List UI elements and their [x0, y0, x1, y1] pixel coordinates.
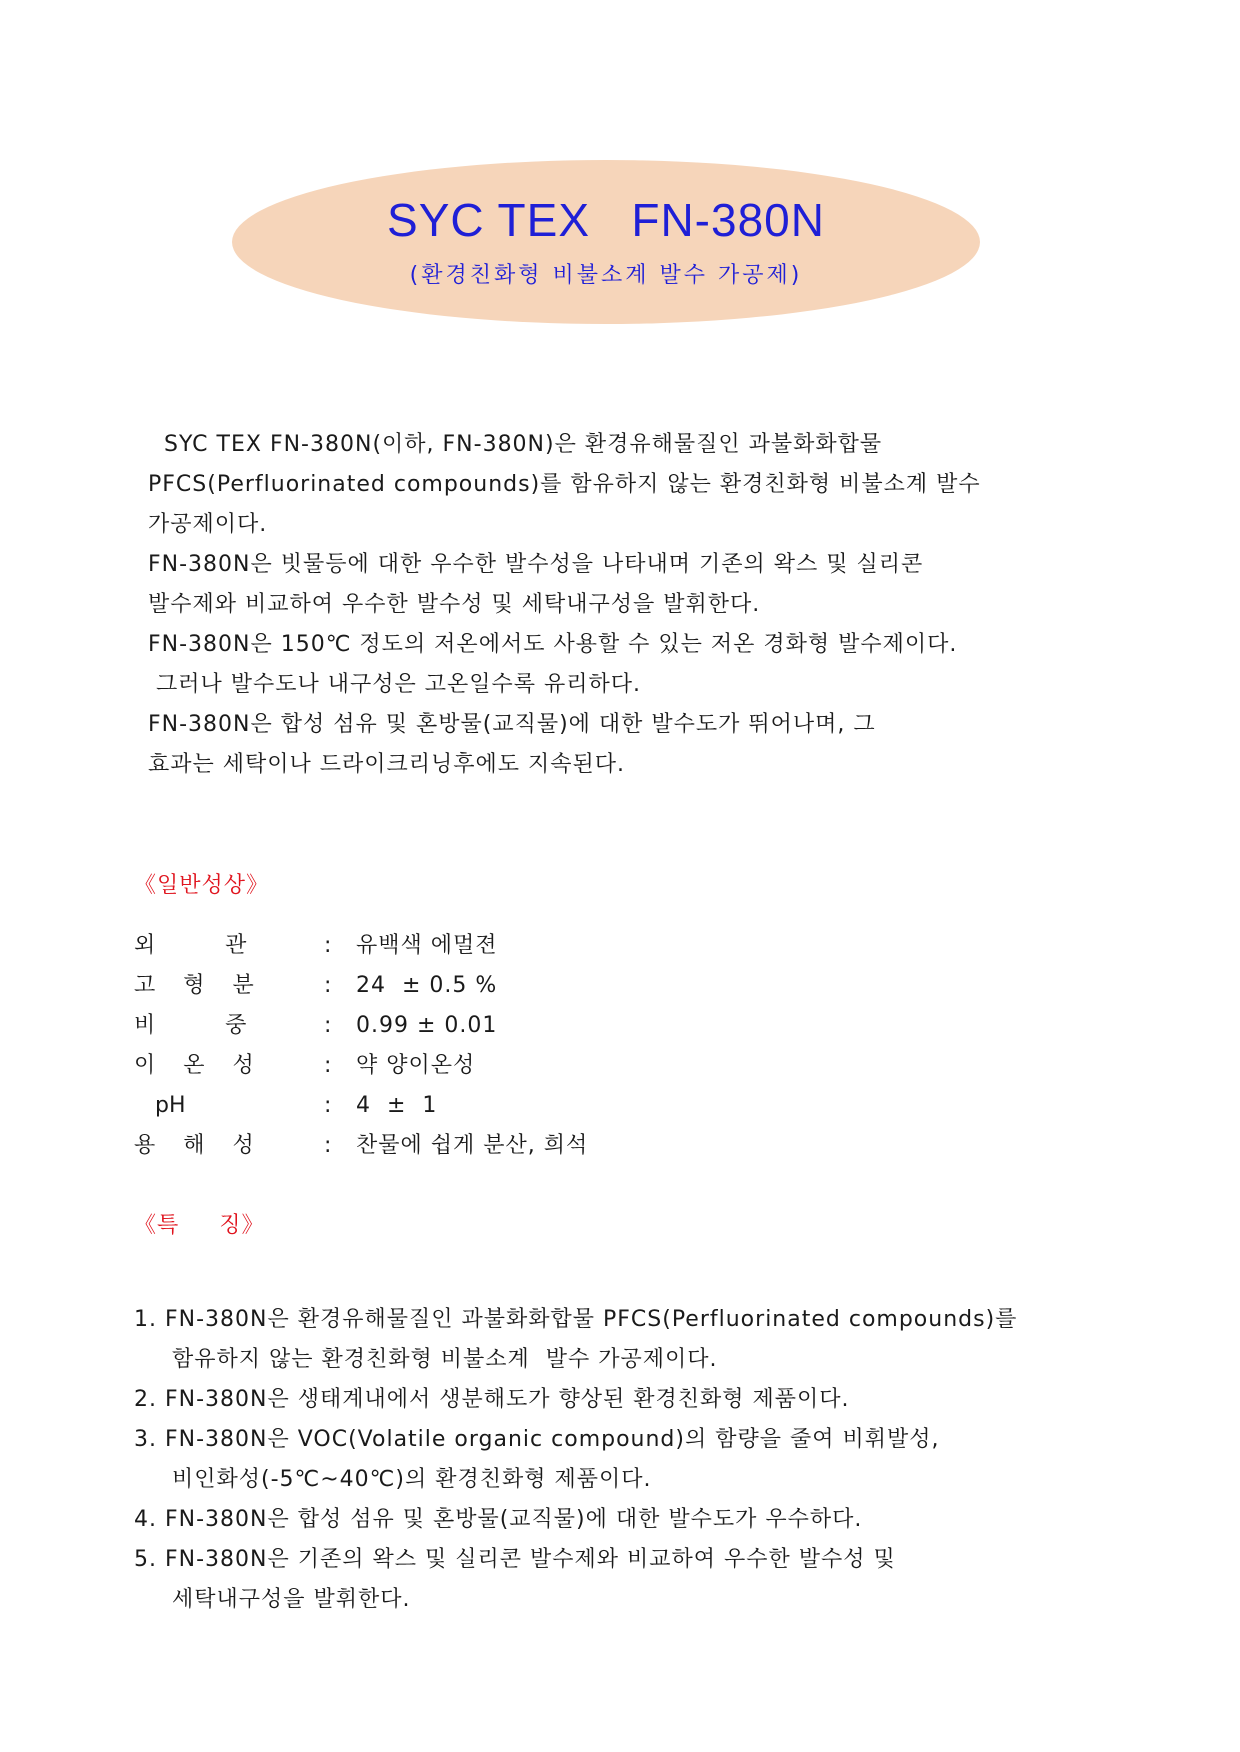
property-label: 이 온 성 — [134, 1053, 254, 1078]
intro-line: 효과는 세탁이나 드라이크리닝후에도 지속된다. — [148, 752, 626, 777]
intro-line: FN-380N은 150℃ 정도의 저온에서도 사용할 수 있는 저온 경화형 발수제이다. — [148, 632, 958, 657]
intro-line: 가공제이다. — [148, 512, 268, 537]
intro-line: FN-380N은 합성 섬유 및 혼방물(교직물)에 대한 발수도가 뛰어나며, 그 — [148, 712, 876, 737]
feature-line: 1. FN-380N은 환경유해물질인 과불화화합물 PFCS(Perfluorinated compounds)를 — [134, 1307, 1018, 1332]
intro-line: 그러나 발수도나 내구성은 고온일수록 유리하다. — [148, 672, 642, 697]
intro-line: PFCS(Perfluorinated compounds)를 함유하지 않는 환경친화형 비불소계 발수 — [148, 472, 981, 497]
property-label: 비 중 — [134, 1013, 247, 1038]
property-value: 24 ± 0.5 % — [356, 973, 498, 998]
features-heading: 《특 징》 — [134, 1213, 265, 1238]
property-label: pH — [134, 1093, 186, 1118]
feature-item — [134, 1420, 1134, 1500]
property-colon: : — [324, 973, 332, 998]
property-colon: : — [324, 1093, 332, 1118]
property-label: 외 관 — [134, 933, 247, 958]
feature-line: 세탁내구성을 발휘한다. — [172, 1587, 411, 1612]
property-colon: : — [324, 1013, 332, 1038]
feature-line: 4. FN-380N은 합성 섬유 및 혼방물(교직물)에 대한 발수도가 우수하다. — [134, 1507, 863, 1532]
intro-paragraph — [148, 425, 1128, 785]
feature-line: 5. FN-380N은 기존의 왁스 및 실리콘 발수제와 비교하여 우수한 발수성 및 — [134, 1547, 896, 1572]
feature-item — [134, 1540, 1134, 1620]
property-colon: : — [324, 1133, 332, 1158]
features-list — [134, 1300, 1134, 1620]
intro-line: FN-380N은 빗물등에 대한 우수한 발수성을 나타내며 기존의 왁스 및 실리콘 — [148, 552, 924, 577]
product-title: SYC TEX FN-380N — [387, 194, 825, 246]
feature-item — [134, 1380, 1134, 1420]
feature-line: 3. FN-380N은 VOC(Volatile organic compound)의 함량을 줄여 비휘발성, — [134, 1427, 940, 1452]
feature-line: 함유하지 않는 환경친화형 비불소계 발수 가공제이다. — [172, 1347, 718, 1372]
feature-item — [134, 1500, 1134, 1540]
intro-line: 발수제와 비교하여 우수한 발수성 및 세탁내구성을 발휘한다. — [148, 592, 761, 617]
property-label: 용 해 성 — [134, 1133, 254, 1158]
general-properties-heading: 《일반성상》 — [134, 873, 270, 898]
property-value: 유백색 에멀젼 — [356, 933, 498, 958]
property-label: 고 형 분 — [134, 973, 254, 998]
intro-line: SYC TEX FN-380N(이하, FN-380N)은 환경유해물질인 과불화화합물 — [148, 432, 883, 457]
feature-item — [134, 1300, 1134, 1380]
property-colon: : — [324, 933, 332, 958]
property-colon: : — [324, 1053, 332, 1078]
property-value: 약 양이온성 — [356, 1053, 476, 1078]
property-value: 0.99 ± 0.01 — [356, 1013, 498, 1038]
product-subtitle: (환경친화형 비불소계 발수 가공제) — [409, 263, 803, 288]
property-value: 찬물에 쉽게 분산, 희석 — [356, 1133, 589, 1158]
feature-line: 2. FN-380N은 생태계내에서 생분해도가 향상된 환경친화형 제품이다. — [134, 1387, 850, 1412]
property-value: 4 ± 1 — [356, 1093, 438, 1118]
feature-line: 비인화성(-5℃~40℃)의 환경친화형 제품이다. — [172, 1467, 652, 1492]
